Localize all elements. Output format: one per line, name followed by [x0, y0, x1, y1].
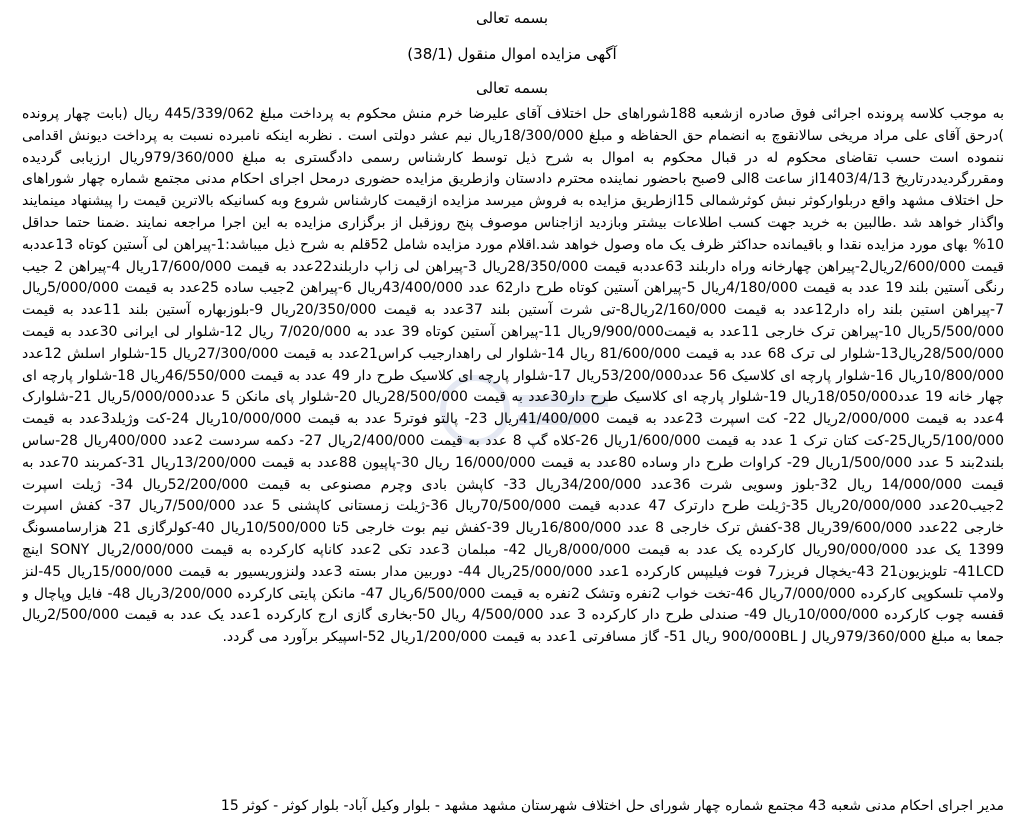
heading-bismillah-second: بسمه تعالی	[475, 79, 549, 97]
notice-body	[22, 104, 1004, 760]
notice-paragraph: به موجب کلاسه پرونده اجرائی فوق صادره ازشعبه 188شوراهای حل اختلاف آقای علیرضا خرم منش محکوم به پرداخت مبلغ 445/339/062 ریال (بابت چهار پرونده )درحق آقای علی مراد مریخی سالانقوچ به انضمام حق الحفاظه و مبلغ 18/300/000ریال نیم عشر دولتی است . نظربه اینکه نامبرده نسبت به پرداخت دیونش اقدامی ننموده است حسب تقاضای محکوم له در قبال محکوم به اموال به شرح ذیل توسط کارشناس رسمی دادگستری به مبلغ 979/360/000ریال ارزیابی گردیده ومقررگردیددرتاریخ 1403/4/13از ساعت 8الی 9صبح باحضور نماینده محترم دادستان وازطریق مزایده حضوری درمحل اجرای احکام مدنی مجتمع شماره چهار شوراهای حل اختلاف مشهد واقع دربلوارکوثر نبش کوثرشمالی 15ازطریق مزایده به فروش میرسد مزایده ازقیمت کارشناس شروع وبه کسانیکه بالاترین قیمت را پیشنهاد مینمایند واگذار خواهد شد .طالبین به خرید جهت کسب اطلاعات بیشتر وبازدید ازاجناس موصوف پنج روزقبل از برگزاری مزایده به این اجرا مراجعه نمایند .ضمنا حتما حداقل 10% بهای مورد مزایده نقدا و باقیمانده حداکثر ظرف یک ماه وصول خواهد شد.اقلام مورد مزایده شامل 52قلم به شرح ذیل میباشد:1-پیراهن لی آستین کوتاه 13عددبه قیمت 2/600/000ریال2-پیراهن چهارخانه وراه داربلند 63عددبه قیمت 28/350/000ریال 3-پیراهن لی زاپ داربلند22عدد به قیمت 17/600/000ریال 4-پیراهن 2 جیب رنگی آستین بلند 19 عدد به قیمت 4/180/000ریال 5-پیراهن آستین کوتاه طرح دار62 عدد 43/400/000ریال 6-پیراهن 2جیب ساده 25عدد به قیمت 5/000/000ریال 7-پیراهن استین بلند راه دار12عدد به قیمت 2/160/000ریال8-تی شرت آستین بلند 37عدد به قیمت 20/350/000ریال 9-بلوزبهاره آستین بلند 11عدد به قیمت 5/500/000ریال 10-پیراهن ترک خارجی 11عدد به قیمت9/900/000ریال 11-پیراهن آستین کوتاه 39 عدد به 7/020/000 ریال 12-شلوار لی ایرانی 30عدد به قیمت 28/500/000ریال13-شلوار لی ترک 68 عدد به قیمت 81/600/000 ریال 14-شلوار لی راهدارجیب کراس21عدد به قیمت 27/300/000ریال 15-شلوار اسلش 12عدد 10/800/000ریال 16-شلوار پارچه ای کلاسیک 56 عدد53/200/000ریال 17-شلوار پارچه ای کلاسیک طرح دار 49 عدد به قیمت 46/550/000ریال 18-شلوار پارچه ای چهار خانه 19 عدد18/050/000ریال 19-شلوار پارچه ای کلاسیک طرح دار30عدد به قیمت 28/500/000ریال 20-شلوار پای مانکن 5 عدد5/000/000ریال 21-شلوارک 4عدد به قیمت 2/000/000ریال 22- کت اسپرت 23عدد به قیمت 41/400/000ریال 23- پالتو فوتر5 عدد به قیمت 10/000/000ریال 24-کت وژیلد3عدد به قیمت 5/100/000ریال25-کت کتان ترک 1 عدد به قیمت 1/600/000ریال 26-کلاه گپ 8 عدد به قیمت 2/400/000ریال 27- دکمه سردست 2عدد 400/000ریال 28-ساس بلند2بند 5 عدد 1/500/000ریال 29- کراوات طرح دار وساده 80عدد به قیمت 16/000/000 ریال 30-پاپیون 88عدد به قیمت 13/200/000ریال 31-کمربند 70عدد به قیمت 14/000/000 ریال 32-بلوز وسویی شرت 36عدد 34/200/000ریال 33- کاپشن بادی وچرم مصنوعی به قیمت 52/200/000ریال 34- ژیلت اسپرت 2جیب20عدد 20/000/000ریال 35-ژیلت طرح دارترک 47 عددبه قیمت 70/500/000ریال 36-ژیلت زمستانی کاپشنی 5 عدد 7/500/000ریال 37- کفش اسپرت خارجی 22عدد 39/600/000ریال 38-کفش ترک خارجی 8 عدد 16/800/000ریال 39-کفش نیم بوت خارجی 5تا 10/500/000ریال 40-کولرگازی 21 هزارسامسونگ 1399 یک عدد 90/000/000ریال کارکرده یک عدد به قیمت 8/000/000ریال 42- مبلمان 3عدد تکی 2عدد کاناپه کارکرده به قیمت 2/000/000ریال SONY اینچ 41LCD- تلویزیون21 43-یخچال فریزر7 فوت فیلیپس کارکرده 1عدد 25/000/000ریال 44- دوربین مدار بسته 3عدد ولنزوریسیور به قیمت 15/000/000ریال 45-لنز ولامپ تلسکوپی کارکرده 7/000/000ریال 46-تخت خواب 2نفره وتشک 2نفره به قیمت 6/500/000ریال 47- مانکن پایتی کارکرده 3/200/000ریال 48- فایل وپاچال و قفسه چوب کارکرده 10/000/000ریال 49- صندلی طرح دار کارکرده 3 عدد 4/500/000 ریال 50-بخاری گازی ارج کارکرده 1عدد یک عدد به قیمت 2/500/000ریال جمعا به مبلغ 979/360/000ریال 900/000BL J ریال 51- گاز مسافرتی 1عدد به قیمت 1/200/000ریال 52-اسپیکر برآورد می گردد.	[22, 106, 1004, 646]
notice-title: آگهی مزایده اموال منقول (38/1)	[407, 45, 617, 63]
signature-line: مدیر اجرای احکام مدنی شعبه 43 مجتمع شماره چهار شورای حل اختلاف شهرستان مشهد مشهد - بلوار وکیل آباد- بلوار کوثر - کوثر 15	[220, 798, 1004, 814]
heading-bismillah-top: بسمه تعالی	[475, 9, 549, 27]
